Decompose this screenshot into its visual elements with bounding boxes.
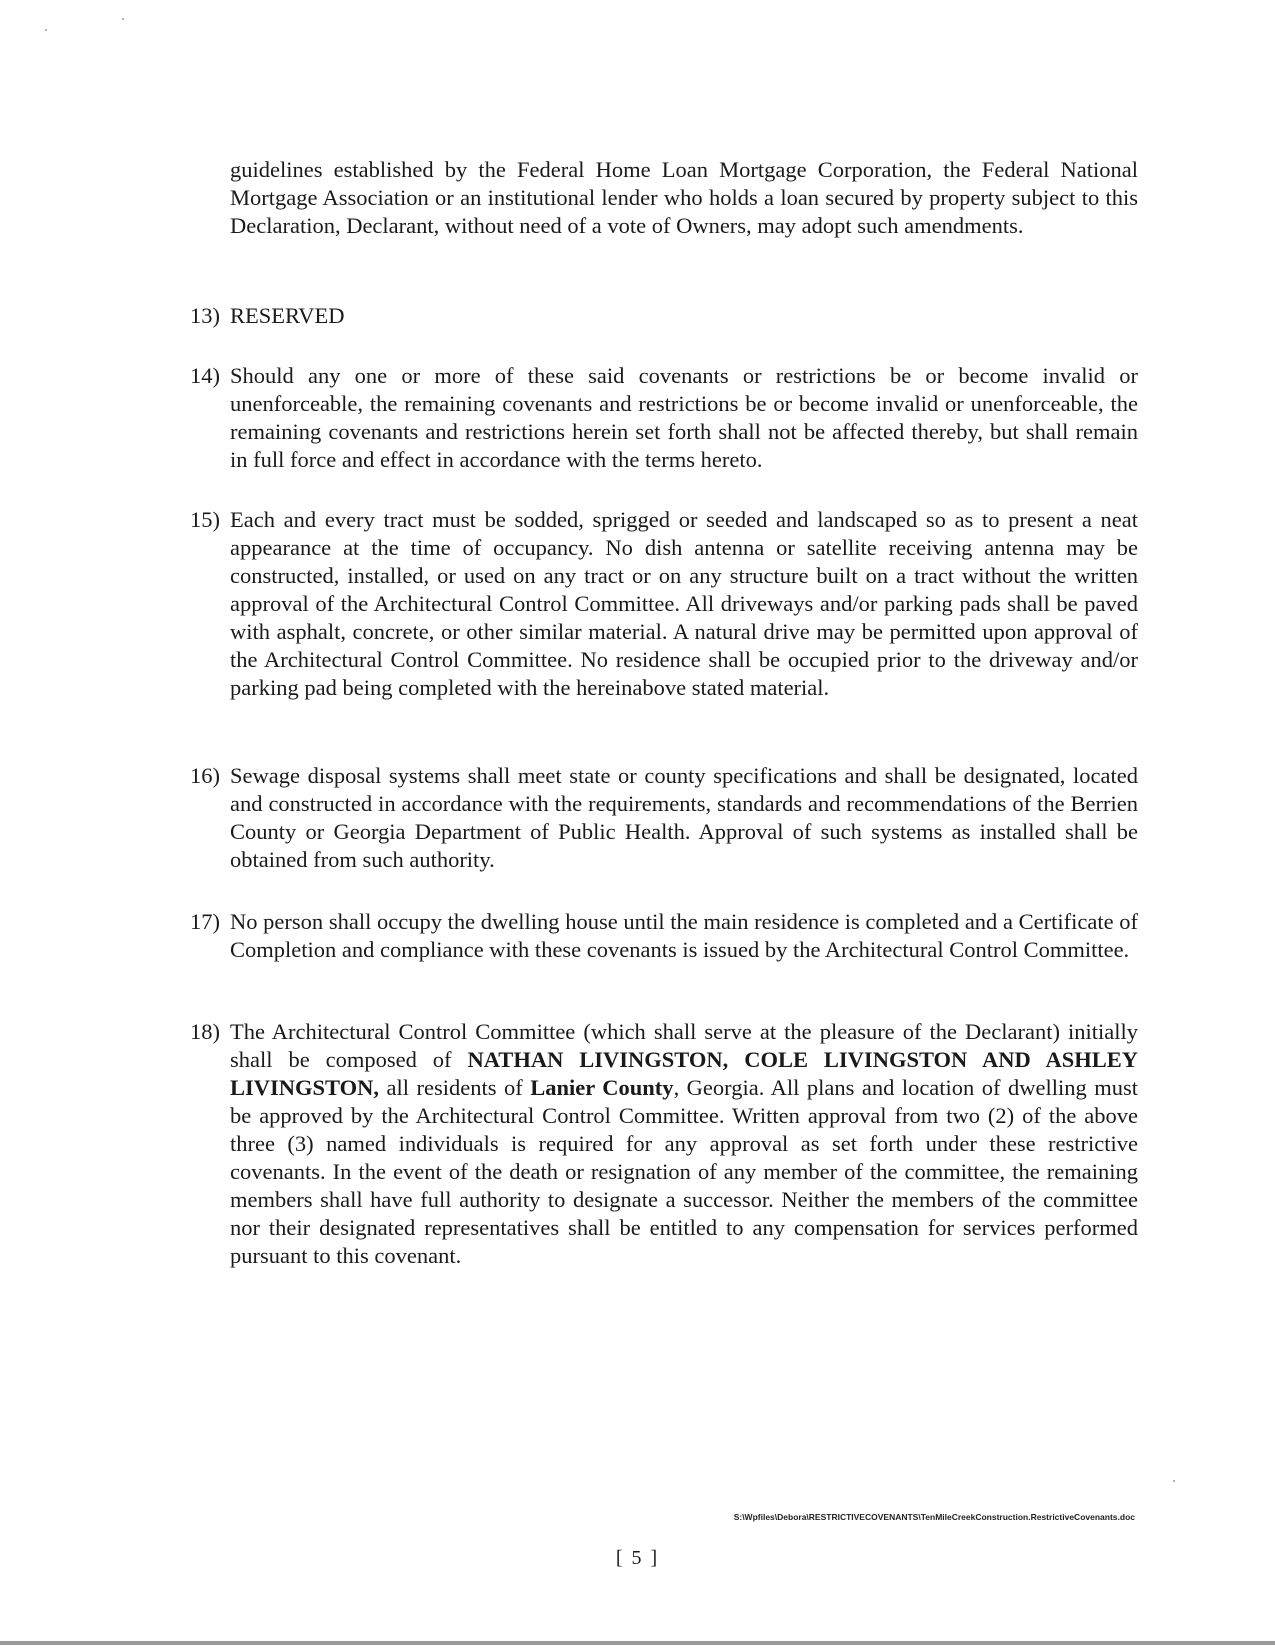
item-text: Sewage disposal systems shall meet state or county specifications and shall be designated, located and constructed in accordance with the requirements, standards and recommendations of the Berrien County or Georgia Department of Public Health. Approval of such systems as installed shall be obtained from such authority. xyxy=(230,763,1138,872)
covenant-14 xyxy=(190,362,1138,474)
scan-bottom-edge xyxy=(0,1641,1275,1645)
item-number: 18) xyxy=(190,1019,220,1044)
scan-speck xyxy=(45,29,47,31)
covenant-15 xyxy=(190,506,1138,702)
item-text: RESERVED xyxy=(230,303,345,328)
item-number: 13) xyxy=(190,303,220,328)
item-number: 17) xyxy=(190,909,220,934)
item-text xyxy=(230,1018,1138,1270)
committee-members: NATHAN LIVINGSTON, COLE LIVINGSTON AND ASHLEY LIVINGSTON, xyxy=(230,1047,1138,1100)
item-number: 15) xyxy=(190,507,220,532)
item-text-part: The Architectural Control Committee (which shall serve at the pleasure of the Declarant) initially shall be composed of xyxy=(230,1019,1138,1072)
scan-speck xyxy=(1173,1480,1175,1482)
item-text: No person shall occupy the dwelling house until the main residence is completed and a Certificate of Completion and compliance with these covenants is issued by the Architectural Control Committee. xyxy=(230,909,1138,962)
covenant-13 xyxy=(190,302,1138,330)
file-path-footer: S:\Wpfiles\Debora\RESTRICTIVECOVENANTS\TenMileCreekConstruction.RestrictiveCovenants.doc xyxy=(733,1512,1135,1522)
item-text-part: , Georgia. All plans and location of dwelling must be approved by the Architectural Control Committee. Written approval from two (2) of the above three (3) named individuals is required for any approval as set forth under these restrictive covenants. In the event of the death or resignation of any member of the committee, the remaining members shall have full authority to designate a successor. Neither the members of the committee nor their designated representatives shall be entitled to any compensation for services performed pursuant to this covenant. xyxy=(230,1075,1139,1268)
item-number: 16) xyxy=(190,763,220,788)
county-name: Lanier County xyxy=(530,1075,674,1100)
page-number: [ 5 ] xyxy=(615,1547,660,1569)
item-text-part: all residents of xyxy=(379,1075,531,1100)
covenant-17 xyxy=(190,908,1138,964)
scan-speck xyxy=(122,18,124,20)
covenant-16 xyxy=(190,762,1138,874)
covenant-18 xyxy=(190,1018,1138,1270)
item-text: Each and every tract must be sodded, sprigged or seeded and landscaped so as to present a neat appearance at the time of occupancy. No dish antenna or satellite receiving antenna may be constructed, installed, or used on any tract or on any structure built on a tract without the written approval of the Architectural Control Committee. All driveways and/or parking pads shall be paved with asphalt, concrete, or other similar material. A natural drive may be permitted upon approval of the Architectural Control Committee. No residence shall be occupied prior to the driveway and/or parking pad being completed with the hereinabove stated material. xyxy=(230,507,1138,700)
item-number: 14) xyxy=(190,363,220,388)
item-text: Should any one or more of these said covenants or restrictions be or become invalid or unenforceable, the remaining covenants and restrictions be or become invalid or unenforceable, the remaining covenants and restrictions herein set forth shall not be affected thereby, but shall remain in full force and effect in accordance with the terms hereto. xyxy=(230,363,1138,472)
intro-paragraph: guidelines established by the Federal Home Loan Mortgage Corporation, the Federal National Mortgage Association or an institutional lender who holds a loan secured by property subject to this Declaration, Declarant, without need of a vote of Owners, may adopt such amendments. xyxy=(230,157,1138,238)
